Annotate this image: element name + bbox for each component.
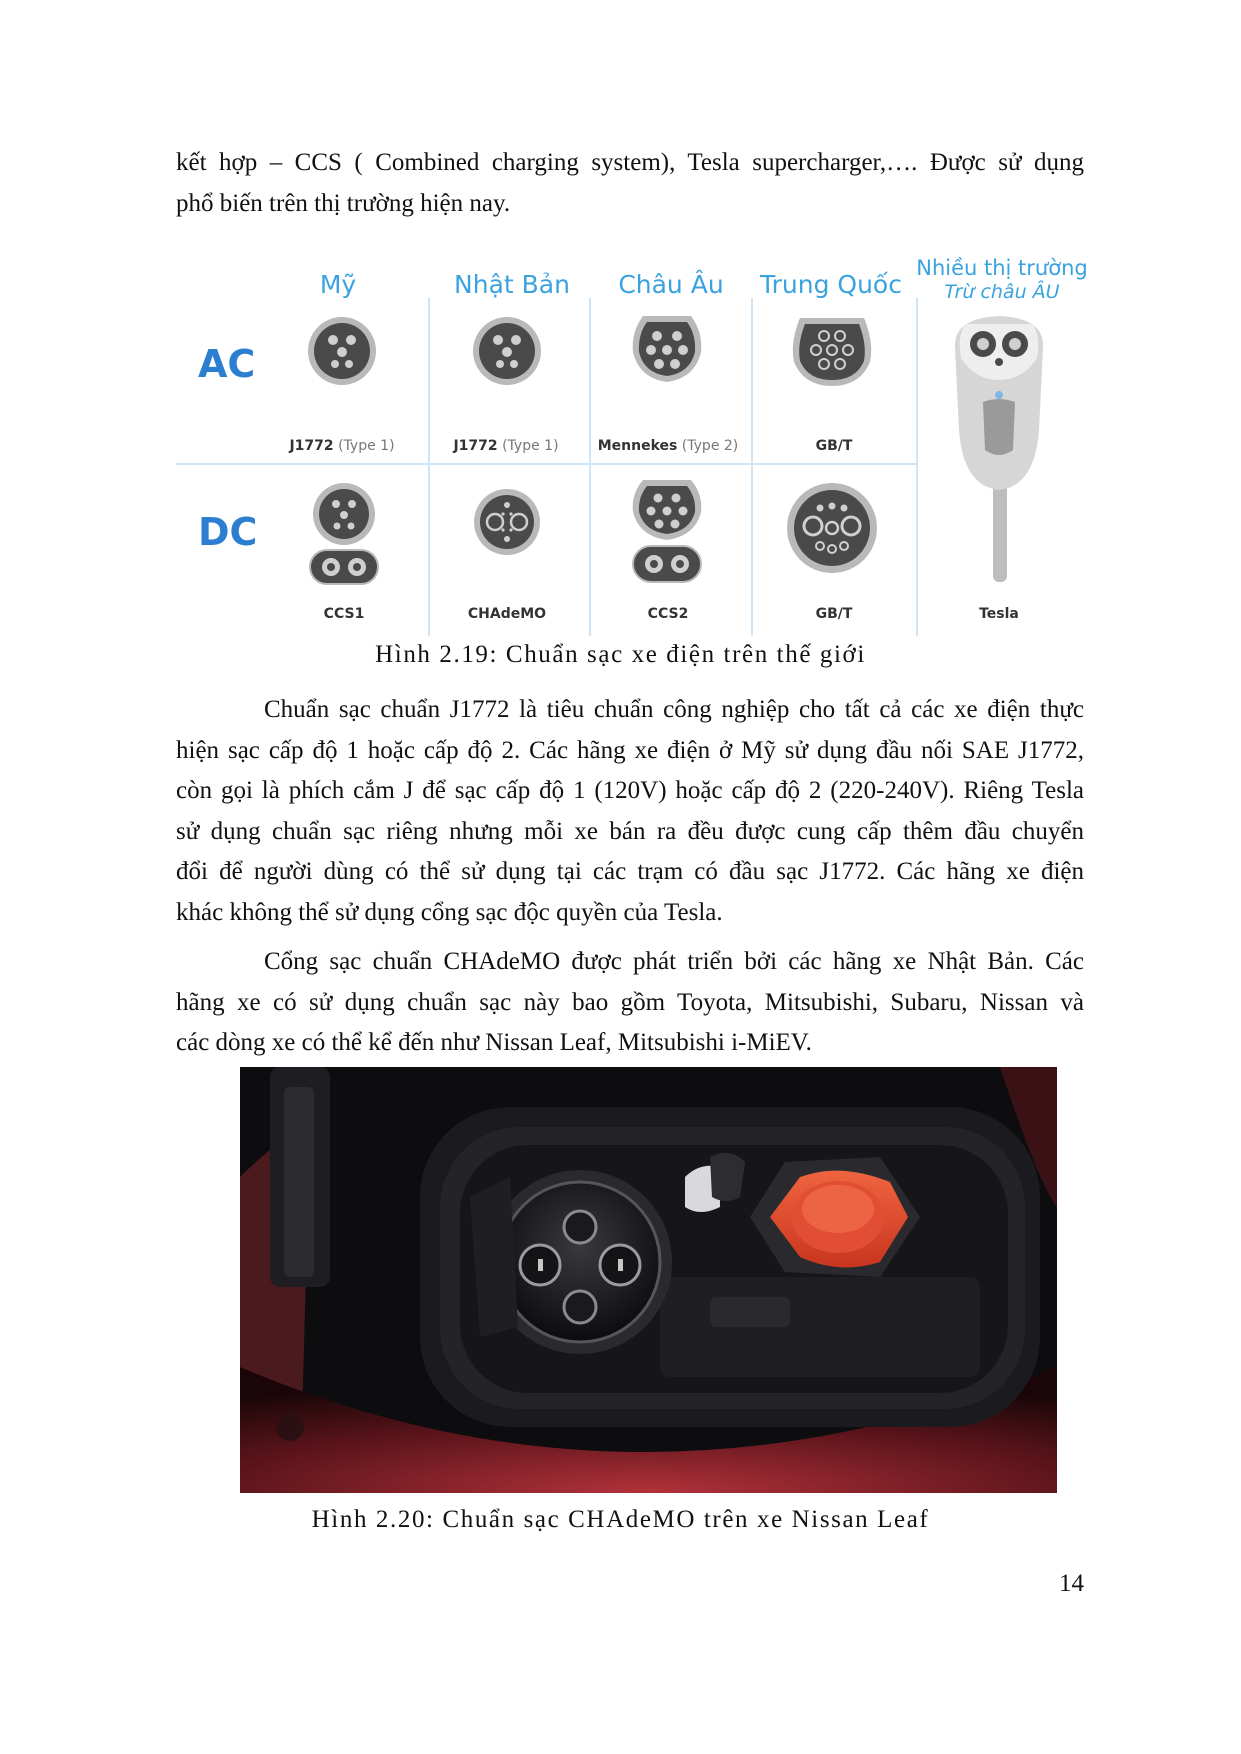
paragraph-intro xyxy=(176,143,1084,224)
paragraph-line: còn gọi là phích cắm J để sạc cấp độ 1 (120V) hoặc cấp độ 2 (220-240V). Riêng Tesla xyxy=(176,777,1084,804)
row-label-ac: AC xyxy=(198,342,256,386)
j1772-plug-icon xyxy=(307,316,377,386)
plug-label-ccs1: CCS1 xyxy=(323,606,365,622)
paragraph-line: khác không thể sử dụng cổng sạc độc quyền của Tesla. xyxy=(176,898,723,926)
plug-label-j1772-us: J1772 (Type 1) xyxy=(289,438,395,454)
page-number: 14 xyxy=(1059,1570,1084,1597)
grid-divider xyxy=(916,298,918,636)
plug-label-j1772-jp: J1772 (Type 1) xyxy=(453,438,559,454)
paragraph-line: Cổng sạc chuẩn CHAdeMO được phát triển bởi các hãng xe Nhật Bản. Các xyxy=(264,948,1084,975)
nissan-leaf-charging-port-photo xyxy=(240,1067,1057,1493)
paragraph-line: hãng xe có sử dụng chuẩn sạc này bao gồm Toyota, Mitsubishi, Subaru, Nissan và xyxy=(176,988,1084,1016)
paragraph-line: hiện sạc cấp độ 1 hoặc cấp độ 2. Các hãng xe điện ở Mỹ sử dụng đầu nối SAE J1772, xyxy=(176,736,1084,764)
column-heading-china: Trung Quốc xyxy=(760,270,902,299)
gbt-dc-plug-icon xyxy=(786,482,878,574)
paragraph-line: đổi để người dùng có thể sử dụng tại các trạm có đầu sạc J1772. Các hãng xe điện xyxy=(176,858,1084,885)
grid-divider xyxy=(589,298,591,636)
charging-standards-figure xyxy=(176,250,1086,636)
plug-label-gbt-ac: GB/T xyxy=(815,438,853,454)
plug-label-tesla: Tesla xyxy=(979,606,1019,622)
paragraph-line: phổ biến trên thị trường hiện nay. xyxy=(176,189,511,217)
plug-label-mennekes: Mennekes (Type 2) xyxy=(597,438,739,454)
figure-caption: Hình 2.19: Chuẩn sạc xe điện trên thế giới xyxy=(375,641,866,668)
plug-label-ccs2: CCS2 xyxy=(647,606,689,622)
j1772-plug-icon xyxy=(472,316,542,386)
paragraph-line: sử dụng chuẩn sạc riêng nhưng mỗi xe bán ra đều được cung cấp thêm đầu chuyển xyxy=(176,817,1084,845)
paragraph-line: kết hợp – CCS ( Combined charging system), Tesla supercharger,…. Được sử dụng xyxy=(176,149,1084,176)
mennekes-type2-plug-icon xyxy=(629,312,705,384)
row-label-dc: DC xyxy=(198,510,258,554)
plug-label-gbt-dc: GB/T xyxy=(815,606,853,622)
column-heading-europe: Châu Âu xyxy=(618,270,724,299)
ccs1-plug-icon xyxy=(309,482,379,586)
paragraph-line: các dòng xe có thể kể đến như Nissan Leaf, Mitsubishi i-MiEV. xyxy=(176,1029,812,1056)
gbt-ac-plug-icon xyxy=(790,312,874,388)
multi-market-note: Trừ châu ÂU xyxy=(944,281,1060,303)
column-heading-japan: Nhật Bản xyxy=(454,270,570,299)
paragraph-chademo xyxy=(176,942,1084,1064)
tesla-connector-icon xyxy=(947,310,1051,586)
figure-caption: Hình 2.20: Chuẩn sạc CHAdeMO trên xe Nissan Leaf xyxy=(311,1506,930,1533)
grid-divider xyxy=(751,298,753,636)
column-heading-usa: Mỹ xyxy=(319,270,357,299)
plug-label-chademo: CHAdeMO xyxy=(467,606,547,622)
chademo-plug-icon xyxy=(473,488,541,556)
paragraph-j1772 xyxy=(176,690,1084,933)
multi-market-title: Nhiều thị trường xyxy=(916,256,1088,280)
ccs2-plug-icon xyxy=(631,478,703,584)
paragraph-line: Chuẩn sạc chuẩn J1772 là tiêu chuẩn công nghiệp cho tất cả các xe điện thực xyxy=(264,696,1084,723)
column-heading-multi-market xyxy=(912,256,1092,304)
grid-divider xyxy=(176,463,918,465)
grid-divider xyxy=(428,298,430,636)
